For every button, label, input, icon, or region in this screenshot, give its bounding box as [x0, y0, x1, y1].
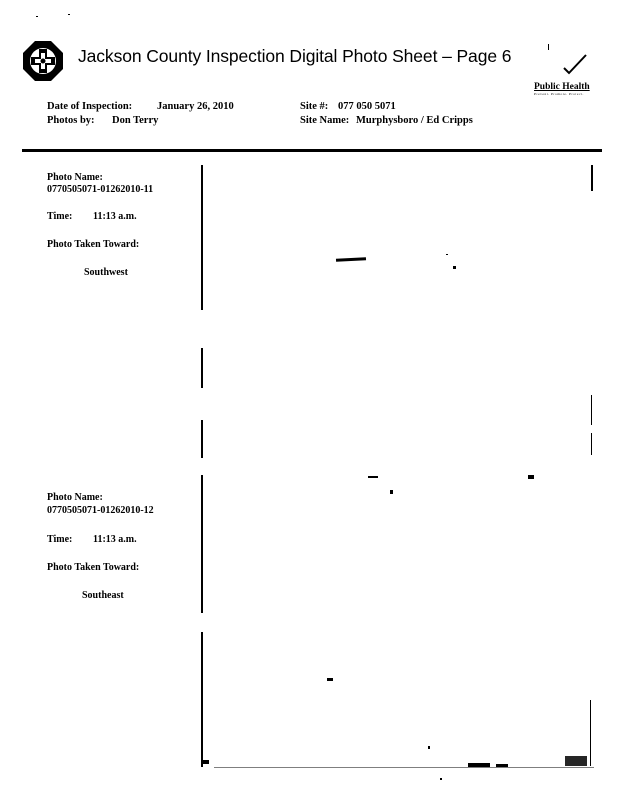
check-mark-icon: [562, 52, 588, 76]
public-health-tagline: Prevent. Promote. Protect.: [534, 92, 584, 96]
photo-frame-right-edge: [591, 165, 593, 191]
site-name-label: Site Name:: [300, 115, 350, 126]
scan-artifact: [390, 490, 393, 494]
photo-toward-label: Photo Taken Toward:: [47, 562, 140, 573]
photo-time-value: 11:13 a.m.: [93, 534, 137, 545]
scan-artifact: [68, 14, 70, 15]
public-health-logo: Public Health: [534, 82, 590, 92]
photo-toward-label: Photo Taken Toward:: [47, 239, 140, 250]
county-seal-cross-icon: [22, 40, 64, 82]
photo-name-label: Photo Name:: [47, 492, 103, 503]
scan-artifact: [336, 257, 366, 262]
scan-artifact: [36, 16, 38, 17]
photo-frame-right-edge: [591, 395, 592, 425]
scan-artifact: [528, 475, 534, 479]
photos-by-value: Don Terry: [112, 115, 159, 126]
photos-by-label: Photos by:: [47, 115, 95, 126]
scan-artifact: [446, 254, 448, 255]
photo-toward-value: Southeast: [82, 590, 124, 601]
corner-mark: [548, 44, 549, 50]
photo-frame-right-edge: [590, 700, 591, 766]
photo-name-value: 0770505071-01262010-12: [47, 505, 154, 516]
header-divider: [22, 149, 602, 152]
photo-toward-value: Southwest: [84, 267, 128, 278]
date-value: January 26, 2010: [157, 101, 234, 112]
site-number-value: 077 050 5071: [338, 101, 396, 112]
scan-artifact: [368, 476, 378, 478]
scan-artifact: [453, 266, 456, 269]
photo-name-label: Photo Name:: [47, 172, 103, 183]
photo-frame-left-edge: [201, 348, 203, 388]
scan-artifact: [203, 760, 209, 764]
scan-artifact: [440, 778, 442, 780]
site-number-label: Site #:: [300, 101, 329, 112]
scan-artifact: [428, 746, 430, 749]
photo-frame-left-edge: [201, 475, 203, 613]
page-title: Jackson County Inspection Digital Photo Sheet – Page 6: [78, 46, 512, 66]
site-name-value: Murphysboro / Ed Cripps: [356, 115, 473, 126]
photo-time-label: Time:: [47, 534, 73, 545]
photo-frame-left-edge: [201, 420, 203, 458]
photo-frame-right-edge: [591, 433, 592, 455]
scan-artifact: [214, 767, 594, 768]
photo-name-value: 0770505071-01262010-11: [47, 184, 154, 195]
date-label: Date of Inspection:: [47, 101, 133, 112]
scan-artifact: [565, 756, 587, 766]
scan-artifact: [327, 678, 333, 681]
photo-time-label: Time:: [47, 211, 73, 222]
photo-frame-left-edge: [201, 632, 203, 767]
photo-frame-left-edge: [201, 165, 203, 310]
photo-time-value: 11:13 a.m.: [93, 211, 137, 222]
